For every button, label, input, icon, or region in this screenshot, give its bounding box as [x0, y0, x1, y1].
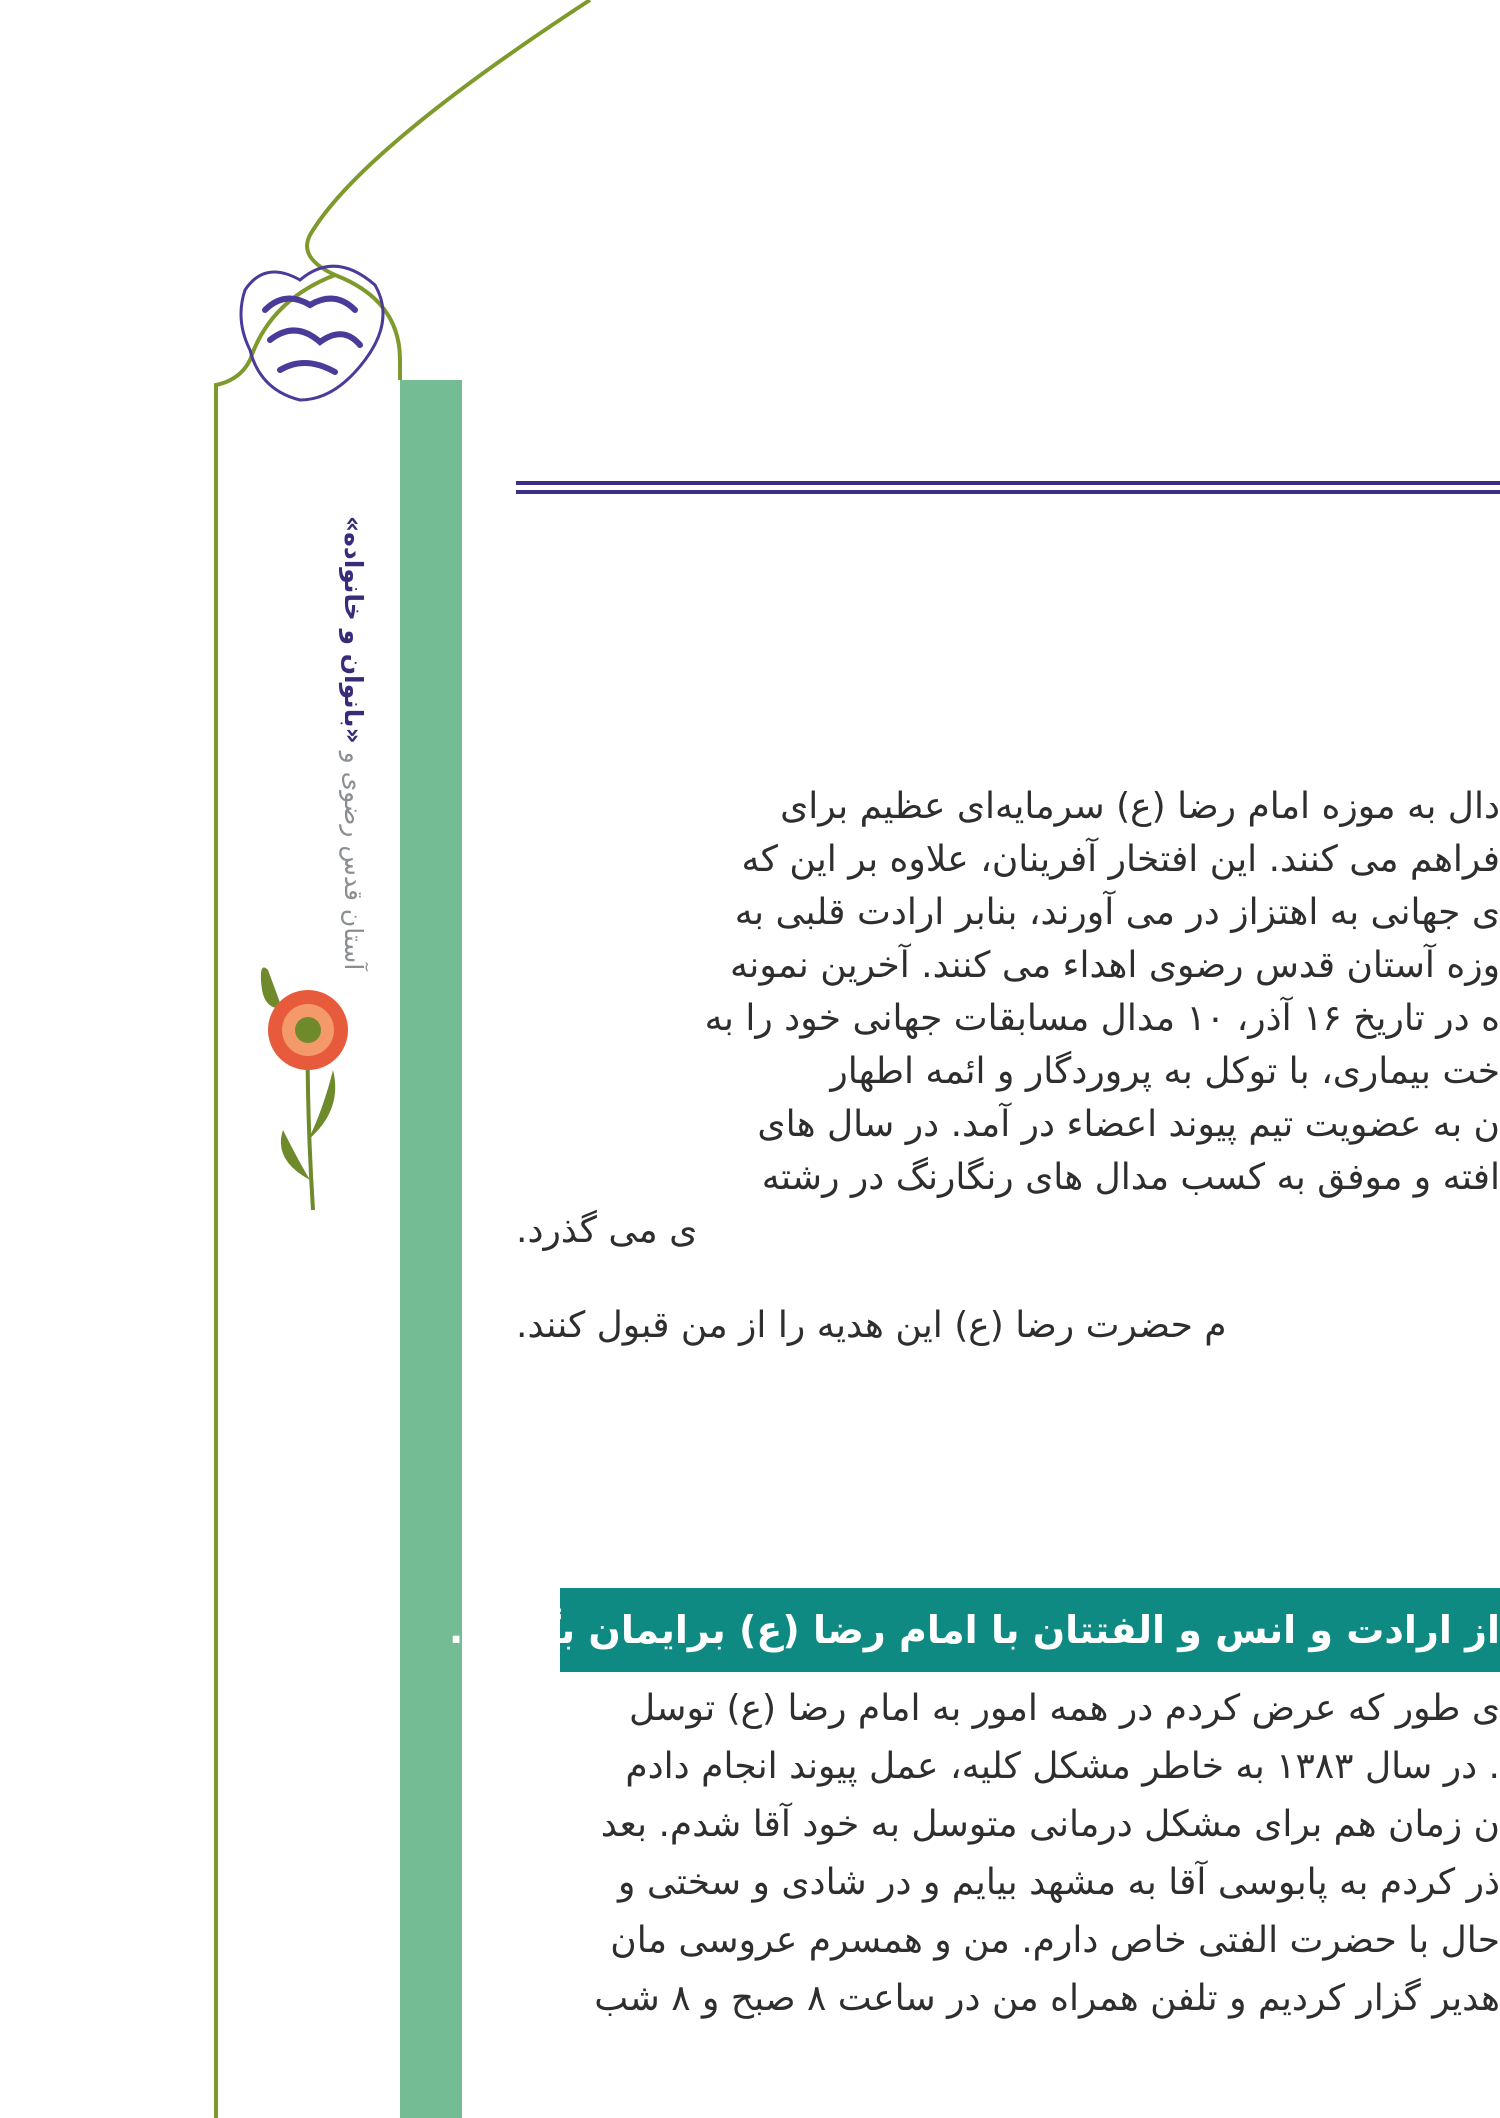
- paragraph-line: ی طور که عرض کردم در همه امور به امام رضا (ع) توسل: [629, 1688, 1500, 1729]
- answer-body: [516, 1680, 1500, 2028]
- article-body: [516, 780, 1500, 1352]
- question-heading: [448, 1588, 1500, 1672]
- paragraph-line: هدیر گزار کردیم و تلفن همراه من در ساعت ۸ صبح و ۸ شب: [594, 1978, 1500, 2019]
- paragraph-line: خت بیماری، با توکل به پروردگار و ائمه اطهار: [830, 1051, 1500, 1092]
- closing-line: م حضرت رضا (ع) این هدیه را از من قبول کنند.: [516, 1305, 1227, 1346]
- paragraph-line: وزه آستان قدس رضوی اهداء می کنند. آخرین نمونه: [730, 945, 1500, 986]
- paragraph-line: افته و موفق به کسب مدال های رنگارنگ در رشته: [761, 1157, 1500, 1198]
- logo-calligraphy-icon: [225, 250, 400, 420]
- paragraph-line: ی جهانی به اهتزاز در می آورند، بنابر ارادت قلبی به: [734, 892, 1500, 933]
- paragraph-line: ذر کردم به پابوسی آقا به مشهد بیایم و در شادی و سختی و: [618, 1862, 1500, 1903]
- paragraph-line: ه در تاریخ ۱۶ آذر، ۱۰ مدال مسابقات جهانی خود را به: [704, 998, 1500, 1039]
- flower-ornament-icon: [248, 960, 368, 1210]
- question-heading-text: از ارادت و انس و الفتتان با امام رضا (ع) برایمان بگویید.: [448, 1608, 1500, 1652]
- paragraph-line: دال به موزه امام رضا (ع) سرمایه‌ای عظیم برای: [780, 786, 1500, 827]
- paragraph-line: حال با حضرت الفتی خاص دارم. من و همسرم عروسی مان: [610, 1920, 1500, 1961]
- caption-strong: «بانوان و خانواده»: [339, 515, 368, 744]
- caption-plain: آستان قدس رضوی و: [339, 743, 368, 970]
- paragraph-line: ن به عضویت تیم پیوند اعضاء در آمد. در سال های: [757, 1104, 1500, 1145]
- header-rule: [516, 481, 1500, 494]
- accent-green-bar: [400, 380, 462, 2118]
- paragraph-line: ی می گذرد.: [516, 1210, 698, 1251]
- sidebar-caption: [332, 490, 368, 970]
- paragraph-line: . در سال ۱۳۸۳ به خاطر مشکل کلیه، عمل پیوند انجام دادم: [625, 1746, 1500, 1787]
- logo: [225, 250, 400, 420]
- paragraph-line: ن زمان هم برای مشکل درمانی متوسل به خود آقا شدم. بعد: [600, 1804, 1500, 1845]
- paragraph-line: فراهم می کنند. این افتخار آفرینان، علاوه بر این که: [741, 839, 1500, 880]
